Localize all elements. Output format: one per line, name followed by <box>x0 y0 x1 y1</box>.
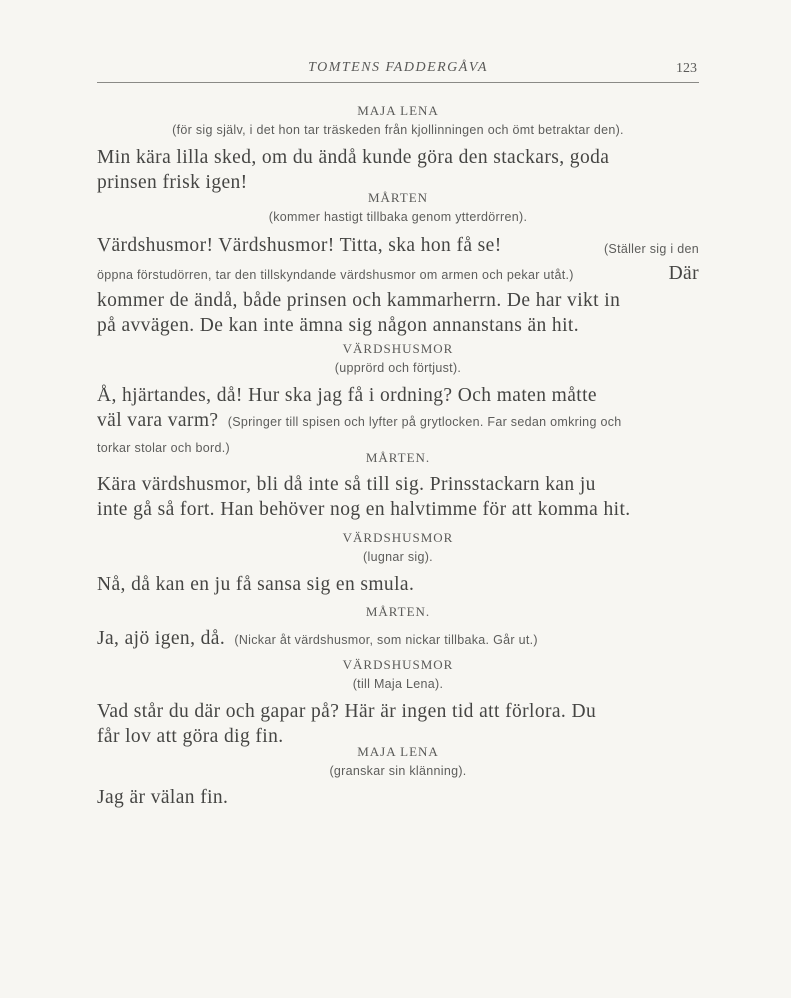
speech-line <box>97 261 699 288</box>
dialogue-block-vardshusmor-2 <box>97 530 699 597</box>
stage-direction: (till Maja Lena). <box>352 677 444 691</box>
speaker-name: VÄRDSHUSMOR <box>342 657 454 672</box>
page-header <box>97 58 699 83</box>
dialogue-block-vardshusmor-1 <box>97 341 699 459</box>
speech-text: Där <box>668 263 699 284</box>
speech-line: Nå, då kan en ju få sansa sig en smula. <box>97 574 415 595</box>
speech-line: prinsen frisk igen! <box>97 172 248 193</box>
dialogue-block-maja-lena-1 <box>97 103 699 195</box>
inline-stage-direction: (Nickar åt värdshusmor, som nickar tillbaka. Går ut.) <box>234 633 538 647</box>
speaker-name: MÅRTEN <box>367 190 429 205</box>
stage-direction: (kommer hastigt tillbaka genom ytterdörren). <box>268 210 528 224</box>
speech-line: inte gå så fort. Han behöver nog en halvtimme för att komma hit. <box>97 499 631 520</box>
speech-line: Å, hjärtandes, då! Hur ska jag få i ordning? Och maten måtte <box>97 385 597 406</box>
speech-text: Värdshusmor! Värdshusmor! Titta, ska hon få se! <box>97 235 502 256</box>
page-number: 123 <box>676 61 697 76</box>
speech-line: Jag är välan fin. <box>97 787 229 808</box>
speech-line <box>97 408 699 435</box>
dialogue-block-marten-2 <box>97 450 699 522</box>
speaker-name: MÅRTEN. <box>365 604 431 619</box>
speaker-name: VÄRDSHUSMOR <box>342 530 454 545</box>
speech-line: Min kära lilla sked, om du ändå kunde göra den stackars, goda <box>97 147 610 168</box>
dialogue-block-marten-1 <box>97 190 699 338</box>
speech-line: kommer de ändå, både prinsen och kammarherrn. De har vikt in <box>97 290 621 311</box>
speaker-name: MAJA LENA <box>357 103 439 118</box>
speaker-name: MÅRTEN. <box>365 450 431 465</box>
inline-stage-direction: öppna förstudörren, tar den tillskyndande värdshusmor om armen och pekar utåt.) <box>97 268 574 282</box>
running-title: TOMTENS FADDERGÅVA <box>308 60 488 75</box>
speech-line <box>97 626 699 653</box>
speech-text: väl vara varm? <box>97 410 219 431</box>
speech-line: Kära värdshusmor, bli då inte så till sig. Prinsstackarn kan ju <box>97 474 596 495</box>
stage-direction: (för sig själv, i det hon tar träskeden från kjollinningen och ömt betraktar den). <box>172 123 624 137</box>
dialogue-block-marten-3 <box>97 604 699 653</box>
speaker-name: MAJA LENA <box>357 744 439 759</box>
speech-text: Ja, ajö igen, då. <box>97 628 226 649</box>
speaker-name: VÄRDSHUSMOR <box>342 341 454 356</box>
inline-stage-direction: (Springer till spisen och lyfter på grytlocken. Far sedan omkring och <box>227 415 622 429</box>
stage-direction: (upprörd och förtjust). <box>334 361 462 375</box>
speech-line: får lov att göra dig fin. <box>97 726 284 747</box>
dialogue-block-vardshusmor-3 <box>97 657 699 749</box>
inline-stage-direction: (Ställer sig i den <box>603 242 699 256</box>
stage-direction: (lugnar sig). <box>363 550 433 564</box>
speech-line: Vad står du där och gapar på? Här är ingen tid att förlora. Du <box>97 701 597 722</box>
stage-direction: (granskar sin klänning). <box>329 764 467 778</box>
speech-line <box>97 233 699 258</box>
inline-stage-direction: torkar stolar och bord.) <box>97 441 230 455</box>
speech-line: på avvägen. De kan inte ämna sig någon annanstans än hit. <box>97 315 579 336</box>
dialogue-block-maja-lena-2 <box>97 744 699 810</box>
